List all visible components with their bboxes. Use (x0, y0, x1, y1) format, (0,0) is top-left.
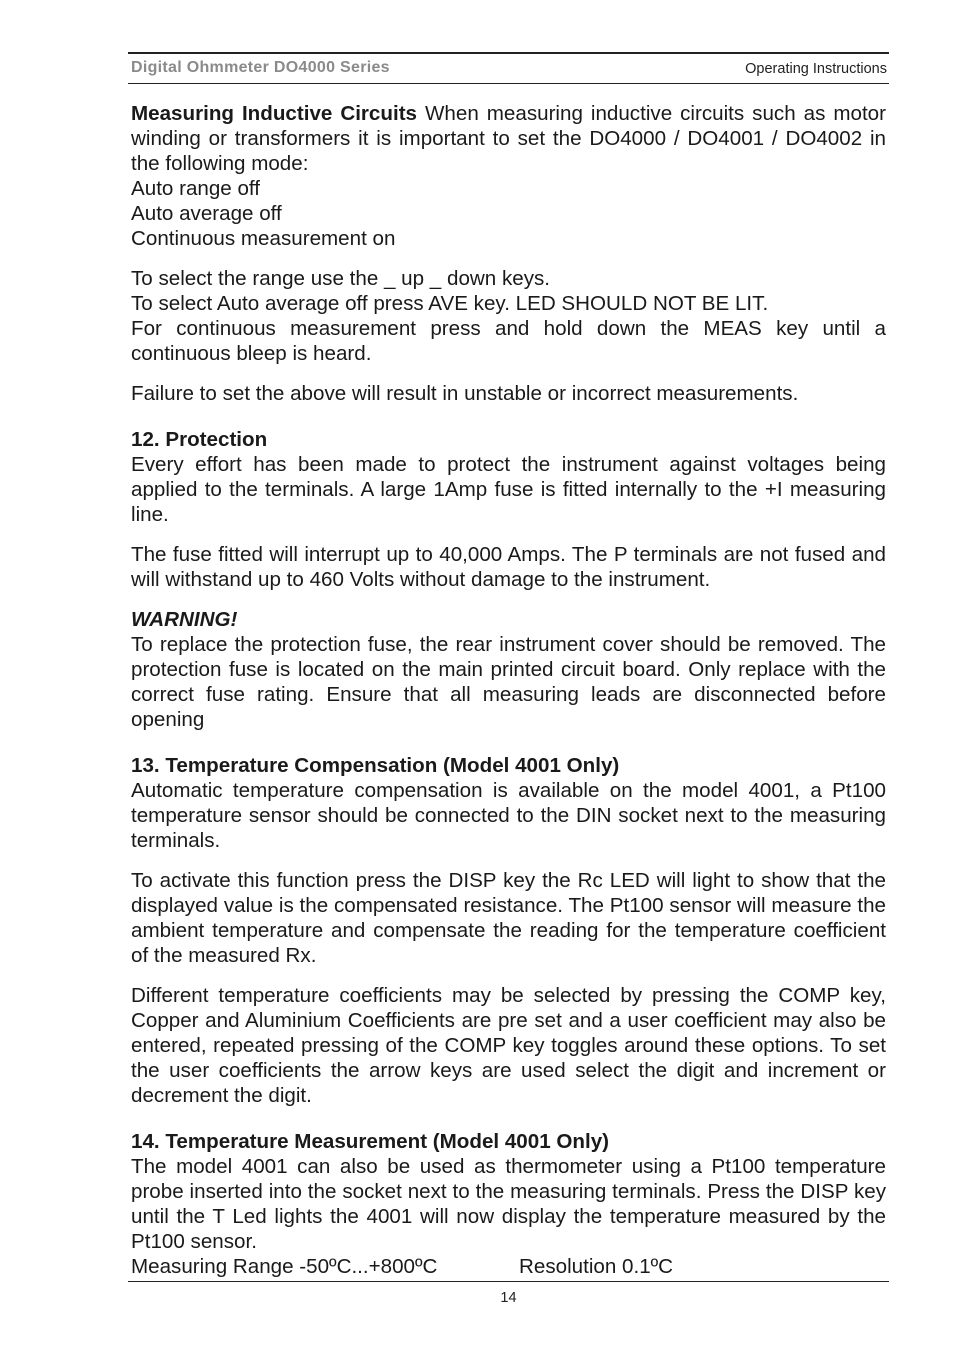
protection-p1: Every effort has been made to protect the instrument against voltages being applied to the terminals. A large 1Amp fuse is fitted internally to the +I measuring line. (131, 453, 886, 526)
inductive-intro-text: When measuring inductive circuits such as motor winding or transformers it is important to set the DO4000 / DO4001 / DO4002 in the following mode: (131, 102, 886, 175)
temp-comp-heading: 13. Temperature Compensation (Model 4001 Only) (131, 754, 620, 777)
warning-heading: WARNING! (131, 608, 238, 631)
warning-section (131, 607, 886, 732)
range-row (131, 1254, 886, 1279)
header-title: Digital Ohmmeter DO4000 Series (131, 59, 390, 76)
measuring-range: Measuring Range -50ºC...+800ºC (131, 1255, 438, 1278)
failure-note: Failure to set the above will result in unstable or incorrect measurements. (131, 382, 799, 405)
temp-meas-section (131, 1129, 886, 1279)
page-number: 14 (500, 1290, 517, 1306)
inductive-intro (131, 101, 886, 251)
select-range: To select the range use the _ up _ down keys. (131, 267, 551, 290)
temp-meas-p1: The model 4001 can also be used as thermometer using a Pt100 temperature probe inserted into the socket next to the measuring terminals. Press the DISP key until the T Led lights the 4001 will now display the temperature measured by the Pt100 sensor. (131, 1155, 886, 1253)
select-instructions (131, 266, 886, 366)
resolution: Resolution 0.1ºC (519, 1255, 674, 1278)
temp-comp-p3: Different temperature coefficients may be selected by pressing the COMP key, Copper and Aluminium Coefficients are pre set and a user coefficient may also be entered, repeated pressing of the COMP key toggles around these options. To set the user coefficients the arrow keys are used select the digit and increment or decrement the digit. (131, 984, 886, 1107)
select-average: To select Auto average off press AVE key. LED SHOULD NOT BE LIT. (131, 292, 769, 315)
temp-comp-p1: Automatic temperature compensation is available on the model 4001, a Pt100 temperature sensor should be connected to the DIN socket next to the measuring terminals. (131, 779, 886, 852)
footer-rule (128, 1281, 889, 1282)
inductive-heading: Measuring Inductive Circuits (131, 102, 418, 125)
temp-comp-section (131, 753, 886, 853)
page-header (128, 52, 889, 84)
warning-text: To replace the protection fuse, the rear instrument cover should be removed. The protection fuse is located on the main printed circuit board. Only replace with the correct fuse rating. Ensure that all measuring leads are disconnected before opening (131, 633, 886, 731)
temp-meas-heading: 14. Temperature Measurement (Model 4001 Only) (131, 1130, 610, 1153)
header-subtitle: Operating Instructions (745, 61, 887, 77)
protection-p2: The fuse fitted will interrupt up to 40,000 Amps. The P terminals are not fused and will withstand up to 460 Volts without damage to the instrument. (131, 543, 886, 591)
protection-heading: 12. Protection (131, 428, 268, 451)
temp-comp-p2: To activate this function press the DISP key the Rc LED will light to show that the displayed value is the compensated resistance. The Pt100 sensor will measure the ambient temperature and compensate the reading for the temperature coefficient of the measured Rx. (131, 869, 886, 967)
mode-auto-average: Auto average off (131, 202, 282, 225)
mode-auto-range: Auto range off (131, 177, 261, 200)
select-continuous: For continuous measurement press and hold down the MEAS key until a continuous bleep is heard. (131, 317, 886, 365)
page-content (131, 101, 886, 1294)
protection-section (131, 427, 886, 527)
mode-continuous: Continuous measurement on (131, 227, 396, 250)
